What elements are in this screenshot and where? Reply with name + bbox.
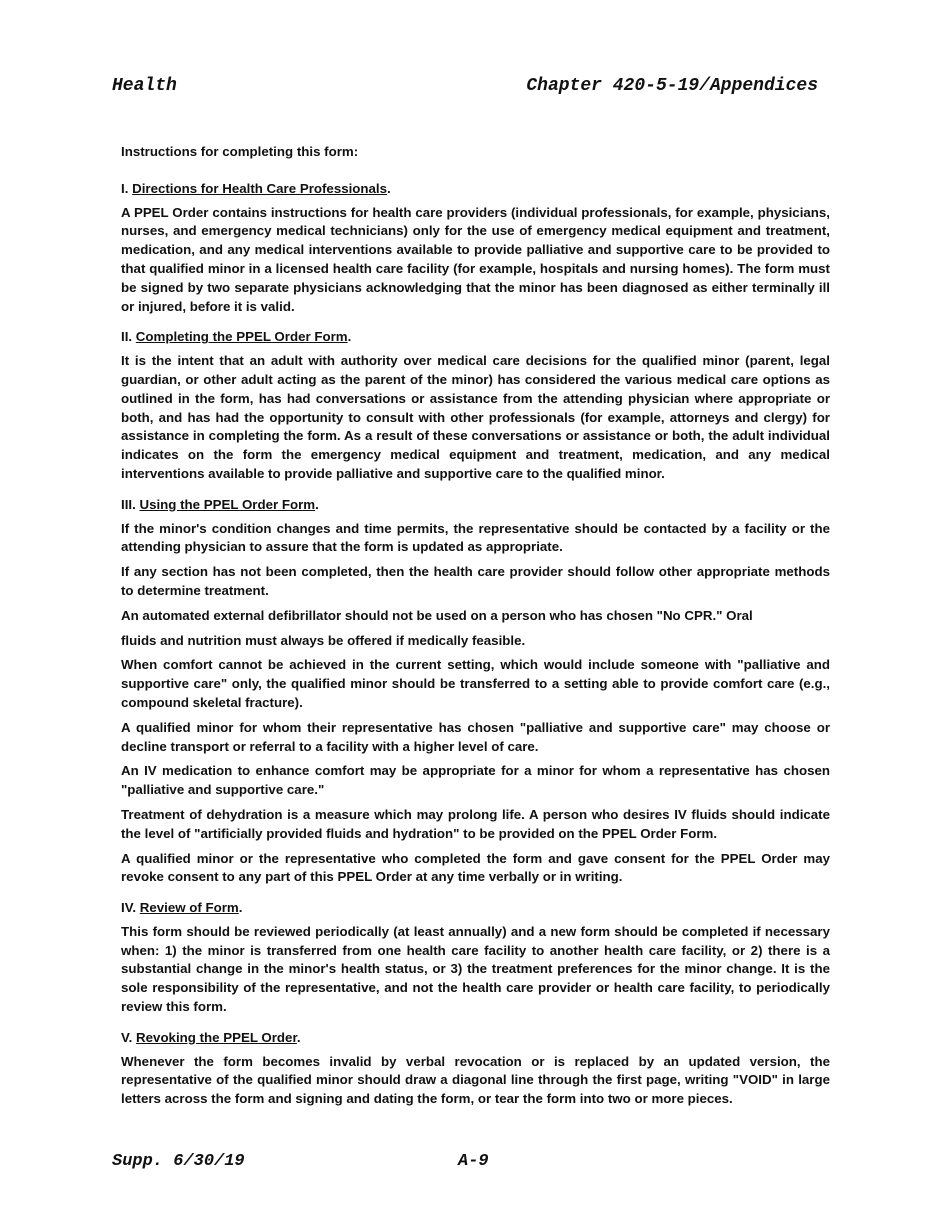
section-paragraph: fluids and nutrition must always be offered if medically feasible. bbox=[121, 632, 526, 648]
section-heading: IV. Review of Form. bbox=[121, 900, 243, 916]
section-paragraph: Treatment of dehydration is a measure which may prolong life. A person who desires IV fluids should indicate the level of "artificially provided fluids and hydration" to be provided on the PPEL Order Form. bbox=[121, 806, 830, 841]
section-paragraph: It is the intent that an adult with authority over medical care decisions for the qualified minor (parent, legal guardian, or other adult acting as the parent of the minor) has considered the various medical care options as outlined in the form, has had conversations or assistance from the attending physician where appropriate or both, and has had the opportunity to consult with other professionals (for example, attorneys and clergy) for assistance in completing the form. As a result of these conversations or assistance or both, the adult individual indicates on the form the emergency medical equipment and treatment, medication, and any medical interventions available to provide palliative and supportive care to the qualified minor. bbox=[121, 353, 830, 481]
section-heading: V. Revoking the PPEL Order. bbox=[121, 1029, 301, 1045]
section-paragraph: A qualified minor for whom their representative has chosen "palliative and supportive care" may choose or decline transport or referral to a facility with a higher level of care. bbox=[121, 719, 830, 754]
section-paragraph: A PPEL Order contains instructions for health care providers (individual professionals, for example, physicians, nurses, and emergency medical technicians) only for the use of emergency medical equipment and treatment, medication, and any medical interventions available to provide palliative and supportive care to be provided to that qualified minor in a licensed health care facility (for example, hospitals and nursing homes). The form must be signed by two separate physicians acknowledging that the minor has been diagnosed as either terminally ill or injured, before it is valid. bbox=[121, 204, 830, 314]
intro-heading: Instructions for completing this form: bbox=[121, 144, 359, 159]
section-heading: III. Using the PPEL Order Form. bbox=[121, 496, 319, 512]
section-paragraph: This form should be reviewed periodically (at least annually) and a new form should be completed if necessary when: 1) the minor is transferred from one health care facility to another health care facility, or 2) there is a substantial change in the minor's health status, or 3) the treatment preferences for the minor change. It is the sole responsibility of the representative, and not the health care provider or health care facility, to periodically review this form. bbox=[121, 923, 830, 1015]
section-paragraph: An automated external defibrillator should not be used on a person who has chosen "No CPR." Oral bbox=[121, 607, 753, 623]
header-right: Chapter 420-5-19/Appendices bbox=[526, 76, 818, 96]
section-paragraph: If the minor's condition changes and time permits, the representative should be contacted by a facility or the attending physician to assure that the form is updated as appropriate. bbox=[121, 520, 830, 555]
section-heading: I. Directions for Health Care Professionals. bbox=[121, 180, 391, 196]
section-paragraph: An IV medication to enhance comfort may be appropriate for a minor for whom a representative has chosen "palliative and supportive care." bbox=[121, 763, 830, 798]
header-left: Health bbox=[112, 76, 177, 96]
section-paragraph: Whenever the form becomes invalid by verbal revocation or is replaced by an updated version, the representative of the qualified minor should draw a diagonal line through the first page, writing "VOID" in large letters across the form and signing and dating the form, or tear the form into two or more pieces. bbox=[121, 1053, 830, 1107]
section-heading: II. Completing the PPEL Order Form. bbox=[121, 329, 352, 345]
footer-supplement-date: Supp. 6/30/19 bbox=[112, 1152, 245, 1171]
footer-page-number: A-9 bbox=[458, 1152, 489, 1171]
section-paragraph: When comfort cannot be achieved in the current setting, which would include someone with "palliative and supportive care" only, the qualified minor should be transferred to a setting able to provide comfort care (e.g., compound skeletal fracture). bbox=[121, 657, 830, 710]
document-body bbox=[121, 143, 830, 1115]
section-paragraph: A qualified minor or the representative who completed the form and gave consent for the PPEL Order may revoke consent to any part of this PPEL Order at any time verbally or in writing. bbox=[121, 850, 830, 885]
section-paragraph: If any section has not been completed, then the health care provider should follow other appropriate methods to determine treatment. bbox=[121, 564, 830, 598]
